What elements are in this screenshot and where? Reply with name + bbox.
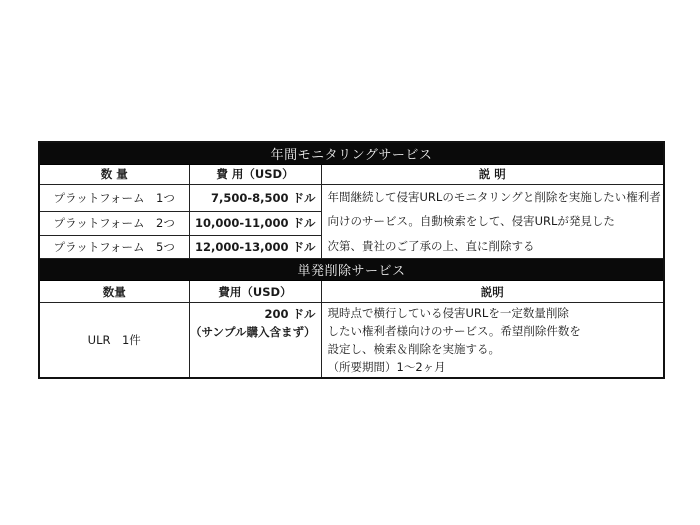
quantity-cell-platform-1: プラットフォーム 1つ (39, 184, 189, 211)
quantity-cell-platform-5: プラットフォーム 5つ (39, 236, 189, 259)
quantity-cell-ulr: ULR 1件 (39, 303, 189, 378)
description-line: （所要期間）1～2ヶ月 (327, 360, 446, 375)
cost-cell-platform-5: 12,000-13,000 ドル (189, 236, 321, 259)
section-title-annual: 年間モニタリングサービス (39, 142, 664, 164)
description-line: 年間継続して侵害URLのモニタリングと削除を実施したい権利者 (327, 189, 661, 204)
cost-line: （サンプル購入含まず） (190, 325, 316, 340)
cost-cell-platform-1: 7,500-8,500 ドル (189, 184, 321, 211)
section-bar-annual (39, 142, 664, 164)
section-title-single: 単発削除サービス (39, 259, 664, 281)
col-header-description-single: 説明 (321, 281, 664, 303)
col-header-cost-single: 費用（USD） (189, 281, 321, 303)
col-header-description-annual: 説 明 (321, 164, 664, 184)
description-line: したい権利者様向けのサービス。希望削除件数を (327, 324, 581, 339)
section-bar-single (39, 259, 664, 281)
cost-line: 200 ドル (264, 307, 316, 322)
description-line: 設定し、検索＆削除を実施する。 (327, 342, 500, 357)
cost-cell-platform-2: 10,000-11,000 ドル (189, 211, 321, 235)
description-line: 次第、貴社のご了承の上、直に削除する (327, 238, 535, 253)
description-cell-single (321, 303, 664, 378)
quantity-cell-platform-2: プラットフォーム 2つ (39, 211, 189, 235)
description-cell-annual (321, 184, 664, 259)
table-row-platform-1 (39, 184, 664, 211)
cost-cell-ulr (189, 303, 321, 378)
description-line: 現時点で横行している侵害URLを一定数量削除 (327, 306, 569, 321)
description-line: 向けのサービス。自動検索をして、侵害URLが発見した (327, 214, 615, 229)
table-row-ulr (39, 303, 664, 378)
pricing-table (38, 141, 665, 379)
column-header-row-single (39, 281, 664, 303)
col-header-cost-annual: 費 用（USD） (189, 164, 321, 184)
column-header-row-annual (39, 164, 664, 184)
col-header-quantity-annual: 数 量 (39, 164, 189, 184)
col-header-quantity-single: 数量 (39, 281, 189, 303)
